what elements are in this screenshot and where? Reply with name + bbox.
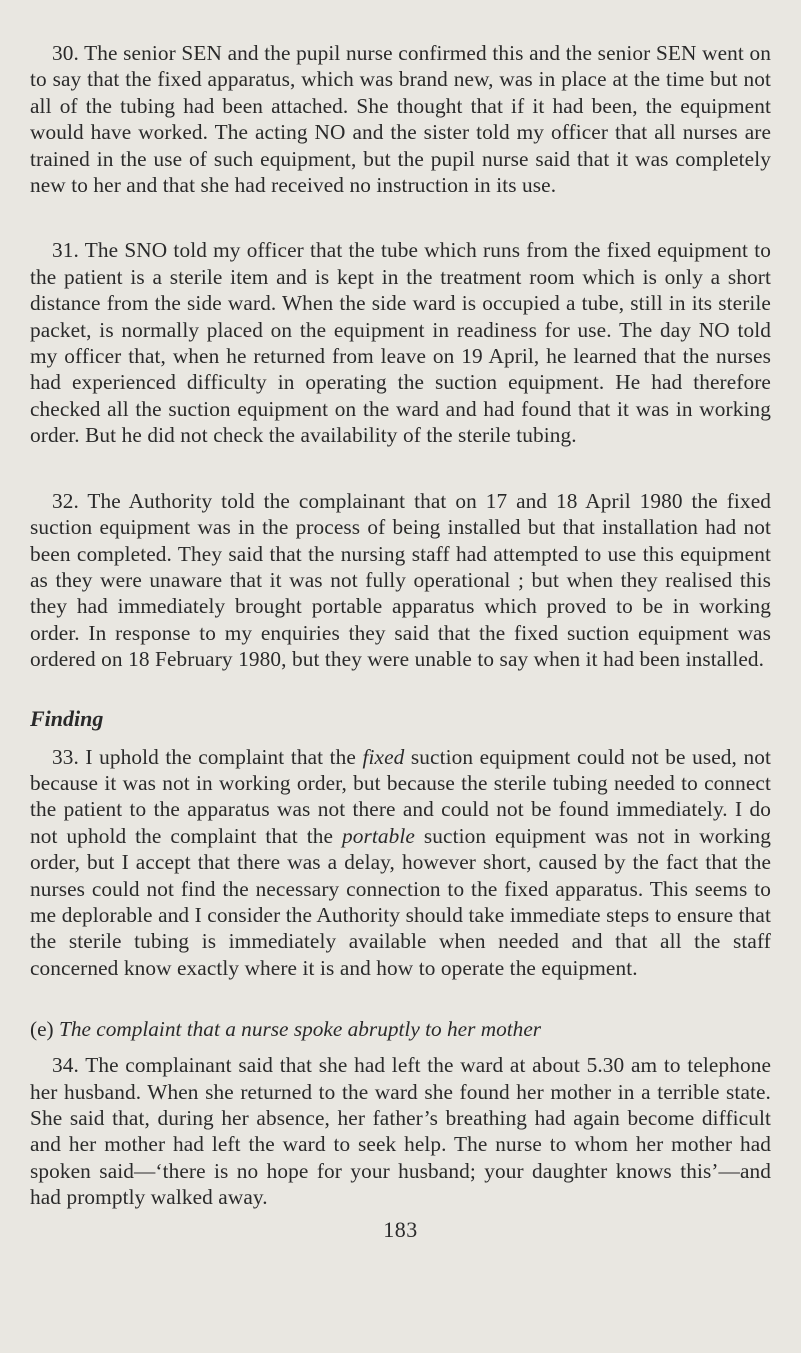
paragraph-31: 31. The SNO told my officer that the tube which runs from the fixed equipment to the patient is a sterile item and is kept in the treatment room which is only a short distance from the side ward. When the side ward is occupied a tube, still in its sterile packet, is normally placed on the equipment in readiness for use. The day NO told my officer that, when he returned from leave on 19 April, he learned that the nurses had experienced difficulty in operating the suction equipment. He had therefore checked all the suction equipment on the ward and had found that it was in working order. But he did not check the availability of the sterile tubing. [30, 238, 771, 448]
section-heading-e-label: (e) [30, 1017, 59, 1042]
paragraph-33-emphasis-portable: portable [341, 823, 415, 848]
section-heading-e [30, 1016, 771, 1042]
paragraph-30: 30. The senior SEN and the pupil nurse confirmed this and the senior SEN went on to say that the fixed apparatus, which was brand new, was in place at the time but not all of the tubing had been attached. She thought that if it had been, the equipment would have worked. The acting NO and the sister told my officer that all nurses are trained in the use of such equipment, but the pupil nurse said that it was completely new to her and that she had received no instruction in its use. [30, 41, 771, 198]
paragraph-33-text-2: suction equipment could not be used, not because it was not in working order, but because the sterile tubing needed to connect the patient to the apparatus was not there and could not be found immediately. I do not uphold the complaint that the [30, 744, 771, 848]
paragraph-33-emphasis-fixed: fixed [362, 744, 405, 769]
section-heading-finding: Finding [30, 705, 104, 731]
paragraph-32: 32. The Authority told the complainant that on 17 and 18 April 1980 the fixed suction equipment was in the process of being installed but that installation had not been completed. They said that the nursing staff had attempted to use this equipment as they were unaware that it was not fully operational ; but when they realised this they had immediately brought portable apparatus which proved to be in working order. In response to my enquiries they said that the fixed suction equipment was ordered on 18 February 1980, but they were unable to say when it had been installed. [30, 488, 771, 672]
paragraph-34: 34. The complainant said that she had left the ward at about 5.30 am to telephone her husband. When she returned to the ward she found her mother in a terrible state. She said that, during her absence, her father’s breathing had again become difficult and her mother had left the ward to seek help. The nurse to whom her mother had spoken said—‘there is no hope for your husband; your daughter knows this’—and had promptly walked away. [30, 1053, 771, 1210]
page-number: 183 [383, 1217, 418, 1242]
paragraph-33 [30, 744, 771, 982]
paragraph-33-text-1: 33. I uphold the complaint that the [52, 744, 363, 769]
paragraph-33-text-3: suction equipment was not in working order, but I accept that there was a delay, however short, caused by the fact that the nurses could not find the necessary connection to the fixed apparatus. This seems to me deplorable and I consider the Authority should take immediate steps to ensure that the sterile tubing is immediately available when needed and that all the staff concerned know exactly where it is and how to operate the equipment. [30, 823, 771, 980]
section-heading-e-title: The complaint that a nurse spoke abruptly to her mother [58, 1017, 542, 1042]
